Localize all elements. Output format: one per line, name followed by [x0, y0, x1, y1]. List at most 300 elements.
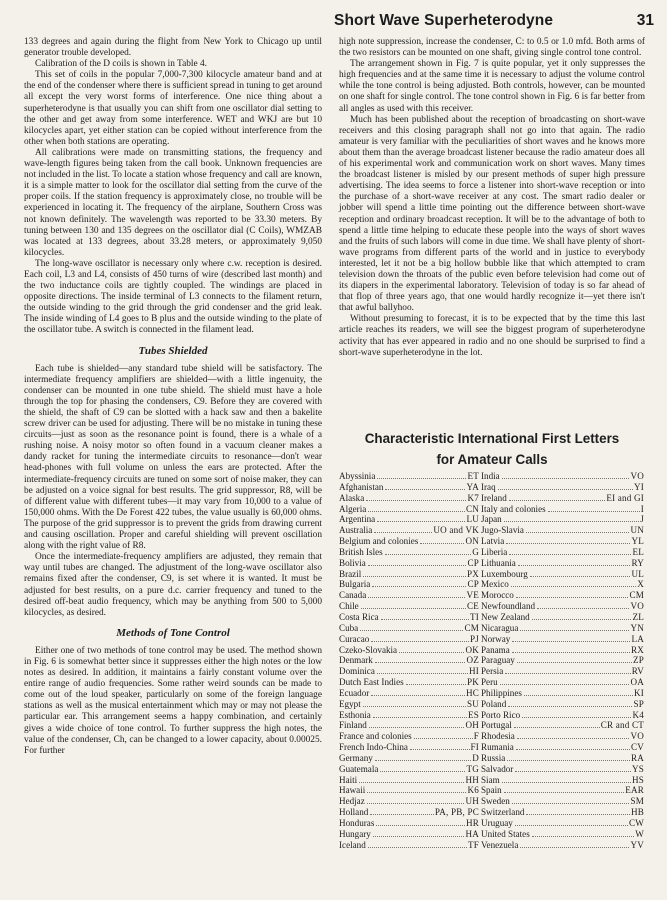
call-prefix: YL	[631, 536, 644, 547]
country-name: Uruguay	[481, 818, 513, 828]
call-prefix: ZP	[632, 655, 644, 666]
call-row	[481, 590, 644, 601]
country-name: Liberia	[481, 546, 508, 557]
leader-dots	[406, 684, 466, 685]
call-prefix: YA	[466, 481, 479, 492]
country-name: Norway	[481, 633, 511, 644]
leader-dots	[385, 489, 465, 490]
call-prefix: CR and CT	[600, 720, 644, 731]
leader-dots	[511, 586, 636, 587]
paragraph: Either one of two methods of tone control may be used. The method shown in Fig. 6 is somewhat better since it suppresses either the high notes or the low notes as desired. In addition, it maintains a fairly constant volume over the entire range of audio frequencies. Some rather weird sounds can be made to come out of the loud speaker, particularly on some of the foreign language stations as well as the musical entertainment which may or may not please the particular ear. This arrangement seems a happy combination, and certainly gives a wide choice of tone control. To further suppress the high notes, the value of the condenser, Ch, can be changed to a lower capacity, about 0.00025. For further	[24, 645, 322, 756]
leader-dots	[516, 597, 629, 598]
call-prefix: TF	[467, 839, 479, 850]
call-row	[339, 796, 479, 807]
call-row	[481, 569, 644, 580]
country-name: Bolivia	[339, 557, 366, 568]
call-row	[339, 710, 479, 721]
call-prefix: J	[640, 514, 644, 525]
call-row	[481, 666, 644, 677]
call-prefix: K6	[467, 785, 479, 796]
call-prefix: CN	[465, 503, 479, 514]
call-prefix: FI	[470, 742, 479, 753]
call-prefix: TG	[466, 763, 479, 774]
country-name: Hedjaz	[339, 796, 365, 807]
leader-dots	[509, 500, 606, 501]
country-name: Germany	[339, 752, 373, 763]
leader-dots	[504, 792, 624, 793]
call-row	[481, 753, 644, 764]
country-name: Algeria	[339, 503, 367, 514]
leader-dots	[532, 836, 634, 837]
country-name: India	[481, 471, 500, 481]
country-name: Ireland	[481, 492, 507, 503]
call-prefix: RA	[630, 752, 644, 763]
call-prefix: HA	[465, 828, 479, 839]
leader-dots	[368, 597, 465, 598]
call-prefix: PA, PB, PC	[434, 807, 479, 818]
call-row	[481, 471, 644, 482]
call-prefix: G	[472, 546, 479, 557]
call-prefix: VO	[630, 731, 644, 742]
leader-dots	[373, 717, 467, 718]
call-prefix: CE	[466, 601, 479, 612]
call-prefix: CM	[464, 622, 479, 633]
country-name: Porto Rico	[481, 709, 521, 720]
call-row	[339, 840, 479, 851]
country-name: Japan	[481, 514, 502, 525]
call-prefix: SP	[633, 698, 644, 709]
country-name: France and colonies	[339, 731, 412, 742]
paragraph: Without presuming to forecast, it is to be expected that by the time this last article reaches its readers, we will see the biggest program of superheterodyne activity that has ever appeared in radio and no one should be surprised to find a short-wave superheterodyne in the lot.	[339, 314, 645, 358]
paragraph: Each tube is shielded—any standard tube shield will be satisfactory. The intermediate frequency amplifiers are shielded—with a little ingenuity, the condenser can be mounted in one tube shield. The shield must have a hole through the top for phasing the condensers, C9. Before they are covered with the shield, the shaft of C9 can be slotted with a hack saw and then a bakelite screw driver can be used for adjusting. There will be no mistake in tuning these circuits—just as soon as the resonance point is found, there is a whale of a rushing noise. A noisy motor so often found in a vacuum cleaner makes a dandy racket for tuning the intermediate circuits to resonance—don't wear head-phones with full volume on unless the ears are protected. After the intermediate-frequency circuits are tuned on some sort of noise maker, they can be adjusted on a voice signal for best results. The grid suppressor, R8, will be of different value with different tubes—it may vary from 10,000 to a value of 150,000 ohms. With the De Forest 422 tubes, the value usually is 60,000 ohms. The purpose of the grid suppressor is to prevent the grids from drawing current and causing oscillation. Proper and careful shielding will prevent oscillation along with the right value of R8.	[24, 363, 322, 552]
country-name: Poland	[481, 698, 507, 709]
leader-dots	[381, 619, 469, 620]
call-row	[481, 829, 644, 840]
calls-list-left	[339, 471, 479, 851]
call-prefix: CP	[467, 579, 479, 590]
leader-dots	[368, 847, 467, 848]
call-prefix: VE	[466, 590, 479, 601]
call-row	[481, 601, 644, 612]
call-prefix: ZL	[632, 611, 644, 622]
call-prefix: ON	[465, 536, 479, 547]
paragraph: The arrangement shown in Fig. 7 is quite popular, yet it only suppresses the high frequencies and at the same time it is necessary to adjust the volume control while the tone control is being adjusted. Both controls, however, can be mounted on one shaft for single control. The tone control shown in Fig. 6 is far better from all angles as used with this receiver.	[339, 59, 645, 114]
call-row	[339, 807, 479, 818]
call-row	[339, 569, 479, 580]
country-name: Italy and colonies	[481, 503, 546, 514]
call-prefix: KI	[634, 687, 644, 698]
country-name: Egypt	[339, 698, 361, 709]
call-prefix: W	[635, 828, 644, 839]
call-prefix: EI and GI	[606, 492, 644, 503]
call-prefix: HS	[631, 774, 644, 785]
call-row	[339, 536, 479, 547]
country-name: Dominica	[339, 666, 375, 677]
leader-dots	[502, 478, 630, 479]
country-name: Costa Rica	[339, 611, 379, 622]
country-name: Curacao	[339, 633, 370, 644]
leader-dots	[507, 760, 630, 761]
leader-dots	[522, 717, 631, 718]
country-name: Guatemala	[339, 763, 379, 774]
leader-dots	[377, 478, 466, 479]
leader-dots	[399, 652, 464, 653]
country-name: Salvador	[481, 763, 514, 774]
call-row	[339, 655, 479, 666]
country-name: Denmark	[339, 655, 373, 666]
country-name: Afghanistan	[339, 481, 384, 492]
call-prefix: OH	[465, 720, 479, 731]
country-name: Nicaragua	[481, 622, 519, 633]
call-row	[339, 482, 479, 493]
call-prefix: F	[473, 731, 479, 742]
leader-dots	[518, 565, 631, 566]
leader-dots	[377, 521, 465, 522]
country-name: Rhodesia	[481, 731, 515, 742]
call-prefix: D	[472, 752, 479, 763]
call-prefix: HI	[469, 666, 479, 677]
country-name: Russia	[481, 752, 506, 763]
country-name: Honduras	[339, 818, 375, 828]
call-row	[339, 785, 479, 796]
call-row	[481, 775, 644, 786]
leader-dots	[498, 489, 633, 490]
country-name: United States	[481, 828, 530, 839]
call-row	[339, 764, 479, 775]
leader-dots	[526, 814, 630, 815]
call-prefix: YV	[630, 839, 644, 850]
leader-dots	[368, 511, 465, 512]
leader-dots	[506, 543, 630, 544]
country-name: Canada	[339, 590, 367, 601]
call-prefix: EL	[632, 546, 644, 557]
call-prefix: HR	[465, 818, 479, 828]
country-name: Hawaii	[339, 785, 366, 796]
leader-dots	[369, 727, 465, 728]
left-column	[24, 37, 322, 757]
call-prefix: SU	[466, 698, 479, 709]
call-row	[481, 764, 644, 775]
call-row	[339, 753, 479, 764]
country-name: Persia	[481, 666, 504, 677]
call-row	[481, 645, 644, 656]
call-row	[339, 504, 479, 515]
call-row	[481, 612, 644, 623]
leader-dots	[374, 532, 432, 533]
country-name: Esthonia	[339, 709, 371, 720]
leader-dots	[375, 662, 466, 663]
call-row	[339, 547, 479, 558]
call-row	[339, 731, 479, 742]
call-row	[481, 688, 644, 699]
call-row	[481, 579, 644, 590]
country-name: Newfoundland	[481, 601, 536, 612]
call-row	[481, 482, 644, 493]
call-prefix: RY	[631, 557, 644, 568]
section-heading-tubes-shielded: Tubes Shielded	[138, 344, 208, 357]
country-name: Portugal	[481, 720, 512, 731]
call-prefix: ET	[467, 471, 479, 481]
country-name: Jugo-Slavia	[481, 525, 524, 536]
leader-dots	[514, 727, 600, 728]
leader-dots	[363, 706, 466, 707]
call-row	[339, 590, 479, 601]
leader-dots	[371, 641, 469, 642]
country-name: Brazil	[339, 568, 362, 579]
call-prefix: ES	[467, 709, 479, 720]
call-prefix: CP	[467, 557, 479, 568]
leader-dots	[517, 662, 632, 663]
call-row	[481, 677, 644, 688]
call-prefix: YI	[634, 481, 644, 492]
call-prefix: UH	[465, 796, 479, 807]
leader-dots	[516, 749, 630, 750]
call-row	[339, 623, 479, 634]
call-row	[481, 699, 644, 710]
call-prefix: RX	[630, 644, 644, 655]
country-name: Cuba	[339, 622, 359, 633]
leader-dots	[505, 673, 630, 674]
leader-dots	[509, 554, 631, 555]
country-name: Dutch East Indies	[339, 677, 404, 688]
country-name: Holland	[339, 807, 369, 818]
call-prefix: OA	[630, 677, 644, 688]
call-row	[339, 742, 479, 753]
call-row	[339, 818, 479, 829]
leader-dots	[361, 608, 466, 609]
call-prefix: CM	[629, 590, 644, 601]
leader-dots	[373, 836, 465, 837]
leader-dots	[512, 652, 630, 653]
leader-dots	[414, 738, 473, 739]
country-name: Belgium and colonies	[339, 536, 419, 547]
leader-dots	[420, 543, 464, 544]
calls-table-title	[339, 428, 645, 470]
leader-dots	[385, 554, 472, 555]
country-name: Abyssinia	[339, 471, 376, 481]
leader-dots	[526, 532, 630, 533]
call-prefix: PX	[466, 568, 479, 579]
call-row	[481, 547, 644, 558]
call-prefix: CW	[628, 818, 644, 828]
country-name: Chile	[339, 601, 359, 612]
country-name: Haiti	[339, 774, 358, 785]
call-row	[339, 525, 479, 536]
calls-table-title-line: for Amateur Calls	[436, 452, 548, 467]
country-name: Panama	[481, 644, 510, 655]
call-row	[481, 558, 644, 569]
leader-dots	[367, 803, 465, 804]
call-row	[481, 840, 644, 851]
call-row	[481, 514, 644, 525]
leader-dots	[360, 630, 463, 631]
country-name: Lithuania	[481, 557, 516, 568]
leader-dots	[366, 500, 466, 501]
leader-dots	[524, 695, 633, 696]
call-prefix: TI	[470, 611, 479, 622]
leader-dots	[512, 803, 630, 804]
country-name: Alaska	[339, 492, 365, 503]
call-prefix: YN	[630, 622, 644, 633]
call-row	[339, 601, 479, 612]
call-row	[481, 504, 644, 515]
leader-dots	[376, 825, 465, 826]
calls-list-right	[481, 471, 644, 851]
call-prefix: LU	[466, 514, 479, 525]
call-prefix: OK	[465, 644, 479, 655]
country-name: Ecuador	[339, 687, 370, 698]
call-row	[339, 775, 479, 786]
leader-dots	[515, 825, 628, 826]
call-row	[481, 807, 644, 818]
call-row	[481, 720, 644, 731]
call-row	[481, 655, 644, 666]
country-name: Iraq	[481, 481, 496, 492]
call-row	[481, 525, 644, 536]
call-prefix: X	[637, 579, 644, 590]
paragraph: Much has been published about the reception of broadcasting on short-wave receivers and this closing paragraph shall not go into that again. The radio amateur is very familiar with the peculiarities of short waves and he knows more about them than the average broadcast listener because the radio amateur does all of his experimental work and communication work on short waves. Many times the broadcast listener is misled by our present methods of super high pressure advertising. The idea seems to force a listener into short-wave reception or into the purchase of a short-wave receiver at any cost. The smart radio dealer or jobber will spend a little time pointing out the difference between short-wave reception and ordinary broadcast reception. It will be to the advantage of both to spend a little time helping to educate these people into the ways of short waves and the fruits of such labors will come in due time. We shall have plenty of short-wave programs from different parts of the world and in justice to everybody interested, let it not be a big hollow bubble like that which attempted to cram television down the throats of the public even before television had come out of its diapers in the experimental laboratory. Television of today is so far ahead of that flop of three years ago, that one would hardly recognize it—yet there isn't that awful ballyhoo.	[339, 114, 645, 314]
country-name: Hungary	[339, 828, 371, 839]
country-name: Sweden	[481, 796, 510, 807]
paragraph: 133 degrees and again during the flight from New York to Chicago up until generator trouble developed.	[24, 37, 322, 59]
calls-table-title-line: Characteristic International First Letters	[364, 431, 620, 446]
call-prefix: HH	[465, 774, 479, 785]
leader-dots	[367, 792, 466, 793]
call-row	[339, 634, 479, 645]
country-name: Australia	[339, 525, 373, 536]
country-name: Czeko-Slovakia	[339, 644, 398, 655]
call-row	[481, 634, 644, 645]
call-prefix: UL	[631, 568, 644, 579]
leader-dots	[537, 608, 629, 609]
leader-dots	[548, 511, 640, 512]
country-name: Siam	[481, 774, 500, 785]
call-row	[339, 579, 479, 590]
call-row	[339, 514, 479, 525]
call-row	[339, 645, 479, 656]
call-prefix: SM	[630, 796, 644, 807]
country-name: Luxembourg	[481, 568, 528, 579]
paragraph: All calibrations were made on transmitting stations, the frequency and wave-length figures being taken from the call book. Unknown frequencies are not included in the list. To locate a station whose frequency and call are known, it is a simple matter to look for the oscillator dial setting from the curve of the proper coils. If the station frequency is approximately close, no trouble will be experienced in locating it. The frequency of the airplane, Southern Cross was not known definitely. The wavelength was reported to be 33.30 meters. By tuning between 130 and 135 degrees on the oscillator dial (C Coils), WMZAB was located at 133 degrees, about 33.28 meters, or approximately 9,050 kilocycles.	[24, 147, 322, 258]
leader-dots	[368, 565, 467, 566]
leader-dots	[370, 814, 434, 815]
call-row	[481, 493, 644, 504]
leader-dots	[517, 738, 630, 739]
call-prefix: PJ	[470, 633, 479, 644]
paragraph: high note suppression, increase the condenser, C: to 0.5 or 1.0 mfd. Both arms of the two resistors can be mounted on one shaft, giving single control tone control.	[339, 37, 645, 59]
call-row	[339, 720, 479, 731]
leader-dots	[375, 760, 471, 761]
call-prefix: YS	[631, 763, 644, 774]
call-prefix: K7	[467, 492, 479, 503]
country-name: French Indo-China	[339, 742, 408, 753]
call-row	[481, 536, 644, 547]
call-row	[339, 558, 479, 569]
paragraph: The long-wave oscillator is necessary only where c.w. reception is desired. Each coil, L3 and L4, consists of 450 turns of wire (described last month) and the two inductance coils are tightly coupled. The windings are placed in opposite directions. The inside terminal of L3 connects to the filament return, the outside winding to the grid through the grid condenser and the grid leak. The inside winding of L4 goes to B plus and the outside winding to the plate of the oscillator tube. A switch is connected in the filament lead.	[24, 258, 322, 336]
call-prefix: I	[640, 503, 644, 514]
call-prefix: PK	[466, 677, 479, 688]
call-row	[339, 493, 479, 504]
leader-dots	[530, 576, 631, 577]
country-name: Finland	[339, 720, 367, 731]
call-prefix: VO	[630, 471, 644, 481]
call-prefix: VO	[630, 601, 644, 612]
call-row	[339, 677, 479, 688]
leader-dots	[520, 630, 629, 631]
country-name: Paraguay	[481, 655, 515, 666]
leader-dots	[508, 706, 632, 707]
leader-dots	[371, 695, 465, 696]
call-row	[481, 818, 644, 829]
country-name: Peru	[481, 677, 498, 688]
leader-dots	[504, 521, 640, 522]
call-row	[339, 612, 479, 623]
call-prefix: HB	[630, 807, 644, 818]
call-row	[481, 710, 644, 721]
paragraph: Once the intermediate-frequency amplifiers are adjusted, they remain that way until tubes are changed. The adjustment of the long-wave oscillator also remains fixed after the condenser, C9, is set where it is wanted. It must be adjusted for best results, on a pure d.c. carrier frequency and tuned to the desired off-beat audio frequency, which may be anything from 500 to 5,000 kilocycles, as desired.	[24, 552, 322, 618]
call-prefix: RV	[631, 666, 644, 677]
call-prefix: K4	[632, 709, 644, 720]
country-name: Bulgaria	[339, 579, 371, 590]
call-row	[481, 623, 644, 634]
call-row	[339, 471, 479, 482]
country-name: Rumania	[481, 742, 514, 753]
call-prefix: OZ	[466, 655, 479, 666]
call-row	[339, 829, 479, 840]
country-name: New Zealand	[481, 611, 530, 622]
call-row	[481, 742, 644, 753]
paragraph: This set of coils in the popular 7,000-7,300 kilocycle amateur band and at the end of the condenser where there is sufficient spread in tuning to get around all except the very worst forms of interference. One nice thing about a superheterodyne is that usually you can shift from one oscillator dial setting to the other and get away from some interference. WET and WKJ are but 10 kilocycles apart, yet either station can be copied without interference from the other when both stations are operating.	[24, 70, 322, 147]
page-header	[334, 12, 654, 34]
country-name: Iceland	[339, 839, 366, 850]
call-prefix: UN	[630, 525, 644, 536]
page-number: 31	[636, 12, 654, 29]
country-name: Mexico	[481, 579, 509, 590]
country-name: Latvia	[481, 536, 505, 547]
leader-dots	[532, 619, 632, 620]
country-name: Morocco	[481, 590, 514, 601]
country-name: Switzerland	[481, 807, 525, 818]
call-prefix: UO and VK	[433, 525, 479, 536]
leader-dots	[380, 771, 465, 772]
call-row	[481, 785, 644, 796]
leader-dots	[363, 576, 466, 577]
section-heading-tone-control: Methods of Tone Control	[116, 626, 230, 639]
paragraph: Calibration of the D coils is shown in Table 4.	[35, 59, 208, 70]
leader-dots	[500, 684, 630, 685]
right-column	[339, 37, 645, 359]
leader-dots	[502, 782, 631, 783]
call-prefix: EAR	[625, 785, 644, 796]
leader-dots	[372, 586, 466, 587]
leader-dots	[377, 673, 468, 674]
call-row	[339, 699, 479, 710]
call-row	[481, 796, 644, 807]
country-name: Philippines	[481, 687, 522, 698]
leader-dots	[512, 641, 630, 642]
country-name: British Isles	[339, 546, 383, 557]
call-row	[339, 688, 479, 699]
leader-dots	[515, 771, 631, 772]
call-row	[481, 731, 644, 742]
leader-dots	[520, 847, 629, 848]
call-row	[339, 666, 479, 677]
country-name: Spain	[481, 785, 502, 796]
country-name: Venezuela	[481, 839, 519, 850]
leader-dots	[410, 749, 470, 750]
call-prefix: HC	[465, 687, 479, 698]
call-prefix: CV	[630, 742, 644, 753]
